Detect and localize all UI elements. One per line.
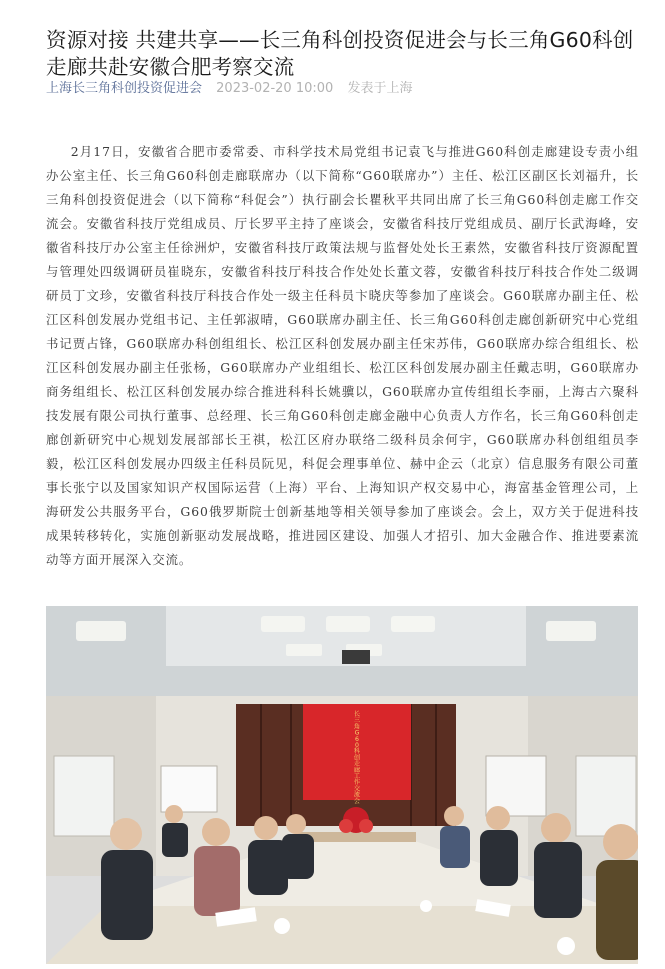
article-meta — [46, 79, 646, 99]
article-paragraph: 2月17日，安徽省合肥市委常委、市科学技术局党组书记袁飞与推进G60科创走廊建设专责小组办公室主任、长三角G60科创走廊联席办（以下简称“G60联席办”）主任、松江区副区长刘福升，长三角科创投资促进会（以下简称“科促会”）执行副会长瞿秋平共同出席了长三角G60科创走廊工作交流会。安徽省科技厅党组成员、厅长罗平主持了座谈会，安徽省科技厅党组成员、副厅长武海峰，安徽省科技厅办公室主任徐洲炉，安徽省科技厅政策法规与监督处处长王素然，安徽省科技厅资源配置与管理处四级调研员崔晓东，安徽省科技厅科技合作处处长董文蓉，安徽省科技厅科技合作处二级调研员丁文珍，安徽省科技厅科技合作处一级主任科员卞晓庆等参加了座谈会。G60联席办副主任、松江区科创发展办党组书记、主任郭淑晴，G60联席办副主任、长三角G60科创走廊创新研究中心党组书记贾占锋，G60联席办科创组组长、松江区科创发展办副主任宋苏伟，G60联席办综合组组长、松江区科创发展办副主任张杨，G60联席办产业组组长、松江区科创发展办副主任戴志明，G60联席办商务组组长、松江区科创发展办综合推进科科长姚骥以，G60联席办宣传组组长李丽，上海古六聚科技发展有限公司执行董事、总经理、长三角G60科创走廊金融中心负责人方作名，长三角G60科创走廊创新研究中心规划发展部部长王祺，松江区府办联络二级科员余何宇，G60联席办科创组组员李毅，松江区科创发展办四级主任科员阮见，科促会理事单位、赫中企云（北京）信息服务有限公司董事长张宁以及国家知识产权国际运营（上海）平台、上海知识产权交易中心，海富基金管理公司，上海研发公共服务平台，G60俄罗斯院士创新基地等相关领导参加了座谈会。会上，双方关于促进科技成果转移转化，实施创新驱动发展战略，推进园区建设、加强人才招引、加大金融合作、推进要素流动等方面开展深入交流。 — [46, 144, 639, 567]
meeting-photo-illustration — [46, 606, 638, 964]
meeting-photo — [46, 606, 638, 964]
screen-title: 长三角 G 6 0 科创走廊工作交流会 — [353, 711, 361, 805]
publish-date: 2023-02-20 10:00 — [216, 81, 334, 96]
author-link[interactable]: 上海长三角科创投资促进会 — [46, 81, 203, 96]
article-title: 资源对接 共建共享——长三角科创投资促进会与长三角G60科创走廊共赴安徽合肥考察交流 — [46, 27, 634, 79]
publish-location: 发表于上海 — [347, 81, 413, 96]
